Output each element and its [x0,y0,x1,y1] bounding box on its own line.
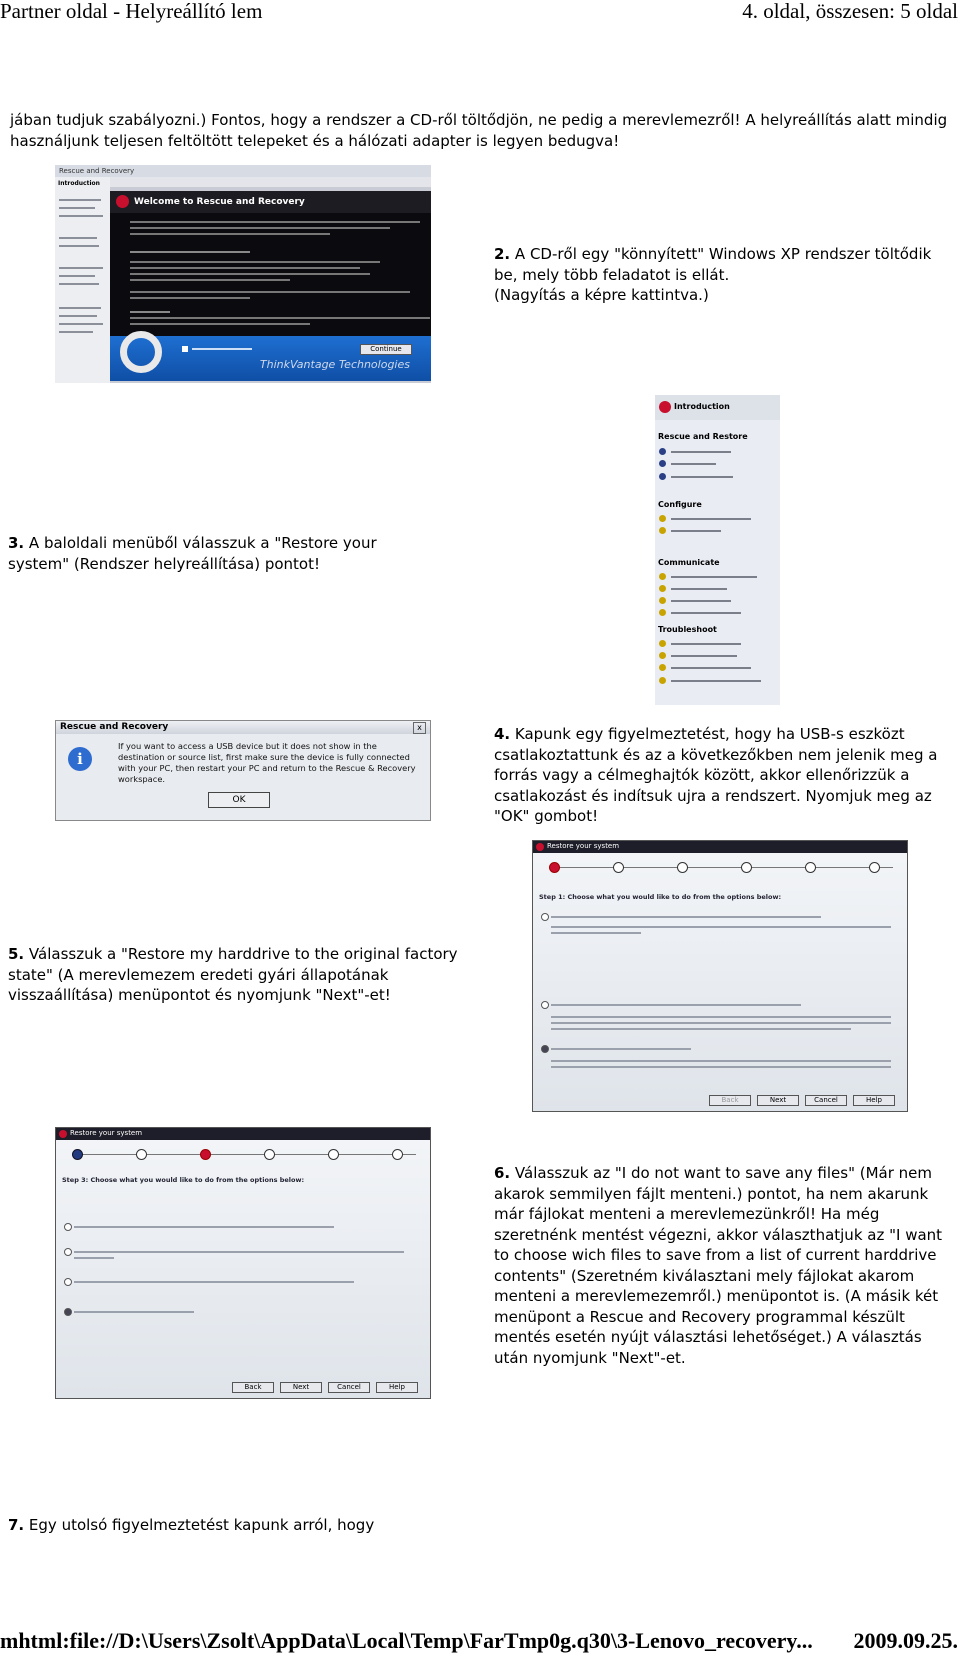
menu-item[interactable] [659,526,769,535]
screenshot-side-menu[interactable] [655,395,780,705]
step-4-text: 4. Kapunk egy figyelmeztetést, hogy ha USB-s eszközt csatlakoztattunk és az a következőkben nem jelenik meg a forrás vagy a célmeghajtók között, akkor ellenőrizzük a csatlakozást és indítsuk ujra a rendszert. Nyomjuk meg az "OK" gombot! [494,725,938,825]
help-button[interactable]: Help [853,1095,895,1106]
wizard-step-title: Step 3: Choose what you would like to do from the options below: [62,1176,305,1184]
step-indicator [677,862,688,873]
radio-option-selected[interactable] [541,1045,549,1053]
step-indicator [264,1149,275,1160]
step-indicator [392,1149,403,1160]
rescue-logo-icon [116,195,129,208]
wizard-title: Restore your system [70,1129,143,1137]
rescue-logo-icon [536,843,544,851]
back-button[interactable]: Back [232,1382,274,1393]
menu-item[interactable] [659,459,769,468]
step-indicator [805,862,816,873]
menu-item[interactable] [659,572,769,581]
step-indicator [72,1149,83,1160]
footer-url: mhtml:file://D:\Users\Zsolt\AppData\Local\Temp\FarTmp0g.q30\3-Lenovo_recovery... [0,1628,813,1653]
screenshot-restore-step-3[interactable] [55,1127,431,1399]
screenshot-restore-step-1[interactable] [532,840,908,1112]
menu-section-configure: Configure [658,500,702,509]
step-indicator [869,862,880,873]
rescue-logo-icon [59,1130,67,1138]
menu-section-troubleshoot: Troubleshoot [658,625,717,634]
watermark: ThinkVantage Technologies [259,358,410,371]
menu-item[interactable] [659,608,769,617]
page-header-title: Partner oldal - Helyreállító lem [0,0,263,23]
menu-item[interactable] [659,447,769,456]
radio-option[interactable] [64,1278,72,1286]
radio-option[interactable] [64,1223,72,1231]
screenshot-welcome-dialog[interactable] [55,165,431,383]
menu-item[interactable] [659,639,769,648]
cancel-button[interactable]: Cancel [805,1095,847,1106]
help-button[interactable]: Help [376,1382,418,1393]
step-indicator [328,1149,339,1160]
continue-button[interactable]: Continue [360,344,412,355]
footer-date: 2009.09.25. [853,1628,958,1653]
radio-option[interactable] [541,913,549,921]
sidebar-introduction: Introduction [58,180,100,187]
welcome-title: Welcome to Rescue and Recovery [134,197,305,207]
dialog-title: Rescue and Recovery [60,722,169,732]
step-2-text: 2. A CD-ről egy "könnyített" Windows XP rendszer töltődik be, mely több feladatot is ellát. (Nagyítás a képre kattintva.) [494,245,932,304]
step-number: 7. [8,1516,25,1534]
intro-paragraph [10,110,955,151]
cancel-button[interactable]: Cancel [328,1382,370,1393]
intro-line-1: jában tudjuk szabályozni.) Fontos, hogy a rendszer a CD-ről töltődjön, ne pedig a merevlemezről! A helyreállítás alatt mindig [10,111,948,129]
step-7-text: 7. Egy utolsó figyelmeztetést kapunk arról, hogy [8,1516,375,1534]
sidebar [55,177,110,383]
close-icon[interactable]: x [413,722,426,734]
step-indicator [549,862,560,873]
menu-section-communicate: Communicate [658,558,720,567]
step-number: 6. [494,1164,511,1182]
step-number: 4. [494,725,511,743]
toolbar [110,177,431,187]
menu-introduction: Introduction [674,402,730,411]
wizard-title: Restore your system [547,842,620,850]
step-6-text: 6. Válasszuk az "I do not want to save any files" (Már nem akarok semmilyen fájlt menteni.) pontot, ha nem akarunk már fájlokat menteni a merevlemezünkről! Ha még szeretnénk mentést végezni, akkor választhatjuk az "I want to choose wich files to save from a list of current harddrive contents" (Szeretném kiválasztani mely fájlokat akarom menteni a merevlemezemről.) menüpontot is. (A másik két menüpont a Rescue and Recovery programmal készült mentés esetén nyújt választási lehetőséget.) A választás után nyomjunk "Next"-et. [494,1164,943,1367]
step-indicator [741,862,752,873]
step-indicator [200,1149,211,1160]
intro-line-2: használjunk teljesen feltöltött telepeket és a hálózati adapter is legyen bedugva! [10,131,620,150]
step-3-text: 3. A baloldali menüből válasszuk a "Restore your system" (Rendszer helyreállítása) pontot! [8,534,377,573]
page-header-pagecount: 4. oldal, összesen: 5 oldal [742,0,958,23]
radio-option[interactable] [541,1001,549,1009]
menu-item[interactable] [659,676,769,685]
menu-item[interactable] [659,584,769,593]
step-indicator [613,862,624,873]
menu-section-rescue: Rescue and Restore [658,432,748,441]
rescue-logo-icon [659,401,671,413]
next-button[interactable]: Next [280,1382,322,1393]
ok-button[interactable]: OK [208,792,270,808]
step-number: 2. [494,245,511,263]
warning-message: If you want to access a USB device but it does not show in the destination or source list, first make sure the device is fully connected with your PC, then restart your PC and return to the Rescue & Recovery workspace. [118,741,416,784]
step-number: 3. [8,534,25,552]
back-button[interactable]: Back [709,1095,751,1106]
radio-option-selected[interactable] [64,1308,72,1316]
screenshot-usb-warning[interactable] [55,720,431,821]
wizard-step-title: Step 1: Choose what you would like to do from the options below: [539,893,782,901]
step-indicator [136,1149,147,1160]
next-button[interactable]: Next [757,1095,799,1106]
info-icon: i [68,747,92,771]
menu-item-restore-your-system[interactable] [659,472,769,481]
welcome-dialog [110,191,431,381]
step-5-text: 5. Válasszuk a "Restore my harddrive to the original factory state" (A merevlemezem eredeti gyári állapotának visszaállítása) menüpontot és nyomjunk "Next"-et! [8,945,458,1004]
menu-item[interactable] [659,663,769,672]
radio-option[interactable] [64,1248,72,1256]
menu-item[interactable] [659,514,769,523]
menu-item[interactable] [659,596,769,605]
menu-item[interactable] [659,651,769,660]
lifebuoy-icon [120,331,162,373]
window-titlebar: Rescue and Recovery [55,165,431,177]
step-number: 5. [8,945,25,963]
